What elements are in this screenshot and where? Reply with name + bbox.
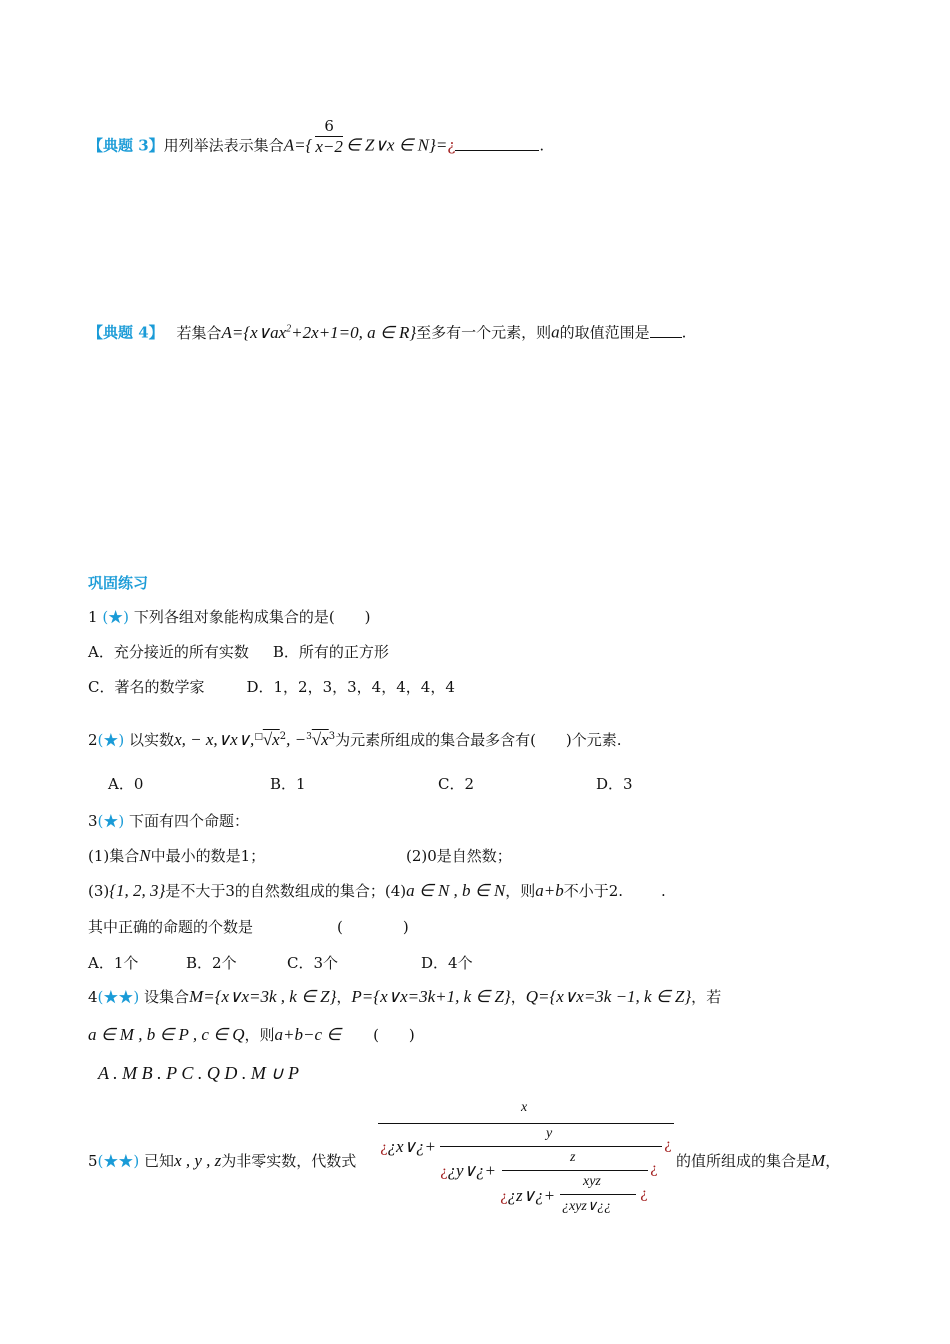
math-sep: , − [286, 730, 307, 749]
question-tail: 为元素所组成的集合最多含有( )个元素. [335, 731, 622, 749]
example-4-end: . [681, 323, 687, 342]
cf-level-3-right: ¿ [640, 1186, 648, 1202]
example-3-tag: 【典题 3】 [88, 136, 164, 155]
option-d: D．1，2，3，3，4，4，4，4 [246, 678, 455, 696]
root-exponent: 2 [279, 731, 287, 742]
question-1 [88, 606, 371, 628]
cf-y: y [546, 1126, 553, 1141]
option-c: C．著名的数学家 [88, 678, 205, 696]
math-terms: x, − x,∨x∨, [174, 730, 255, 749]
answer-blank [455, 150, 539, 151]
option-a: A．0 [108, 775, 144, 793]
fraction-numerator: 6 [315, 116, 343, 137]
fraction-bar-3 [502, 1170, 648, 1171]
q3-option-b: B．2个 [186, 954, 237, 972]
set-m: M={x∨x=3k , k ∈ Z} [189, 987, 337, 1006]
question-3 [88, 810, 249, 832]
cf-level-3-left: ¿¿z∨¿+ [500, 1186, 556, 1205]
example-3 [88, 117, 545, 166]
q2-option-b: B．1 [270, 775, 306, 793]
continued-fraction [378, 1100, 678, 1220]
option-b: B．所有的正方形 [272, 643, 389, 661]
proposition-2: (2)0是自然数； [406, 847, 512, 865]
example-4-tag: 【典题 4】 [88, 323, 164, 342]
fraction-bar-4 [560, 1194, 636, 1195]
answer-blank [650, 337, 682, 338]
cf-z: z [570, 1150, 576, 1165]
q2-option-c: C．2 [438, 775, 475, 793]
fraction-bar-2 [440, 1146, 662, 1147]
option-a: A．充分接近的所有实数 [88, 643, 249, 661]
set-q: Q={x∨x=3k −1, k ∈ Z} [525, 987, 692, 1006]
difficulty-stars: (★) [97, 812, 125, 830]
difficulty-stars: (★★) [97, 988, 140, 1006]
example-4-text2: 至多有一个元素，则 [416, 323, 552, 342]
q3-option-c: C．3个 [287, 954, 339, 972]
question-stem: 下列各组对象能构成集合的是( ) [133, 608, 371, 626]
set-p: P={x∨x=3k+1, k ∈ Z} [351, 987, 511, 1006]
section-title: 巩固练习 [88, 574, 149, 592]
example-3-end: . [539, 136, 545, 155]
example-3-set-lhs: A={ [283, 135, 313, 155]
cf-x: x [521, 1100, 528, 1115]
q1-options-row-2 [88, 676, 455, 698]
question-number: 3 [88, 812, 98, 830]
root-index: 3 [306, 732, 312, 742]
question-number: 4 [88, 988, 98, 1006]
root-index: □ [254, 732, 263, 742]
cf-xyz: xyz [583, 1174, 601, 1189]
cf-level-1-left: ¿¿x∨¿+ [380, 1137, 436, 1156]
example-3-text: 用列举法表示集合 [163, 136, 284, 155]
q4-options: A . M B . P C . Q D . M ∪ P [98, 1063, 299, 1083]
example-3-glyph: ¿ [447, 136, 456, 155]
root-exponent: 3 [328, 731, 336, 742]
example-4-text: 若集合 [176, 323, 222, 342]
difficulty-stars: (★★) [97, 1152, 140, 1170]
q3-option-d: D．4个 [421, 954, 473, 972]
question-2 [88, 722, 622, 755]
question-number: 2 [88, 731, 98, 749]
question-5: 5(★★) 已知x , y , z为非零实数，代数式 [88, 1151, 357, 1170]
fraction-bar-1 [378, 1123, 674, 1124]
question-number: 1 [88, 608, 98, 626]
question-lead: 以实数 [129, 731, 175, 749]
q2-option-d: D．3 [596, 775, 633, 793]
question-number: 5 [88, 1152, 98, 1170]
q2-options [108, 773, 143, 795]
cf-innermost-denominator: ¿xyz∨¿¿ [562, 1199, 612, 1214]
cf-level-2-left: ¿¿y∨¿+ [440, 1161, 496, 1180]
example-4-a: a [551, 322, 560, 342]
q3-count: 其中正确的命题的个数是 ( ) [88, 918, 409, 936]
question-5-tail: 的值所组成的集合是M， [676, 1151, 841, 1170]
root-body: √x [311, 730, 329, 749]
difficulty-stars: (★) [102, 608, 130, 626]
cf-level-1-right: ¿ [664, 1137, 672, 1153]
example-3-set-rest: ∈ Z∨x ∈ N}= [345, 135, 448, 155]
q1-options-row-1 [88, 641, 389, 663]
example-3-fraction [315, 116, 343, 157]
proposition-1: (1)集合N中最小的数是1； [88, 846, 266, 865]
q3-option-a: A．1个 [88, 954, 139, 972]
difficulty-stars: (★) [97, 731, 125, 749]
question-4: 4(★★) 设集合M={x∨x=3k , k ∈ Z}，P={x∨x=3k+1, k ∈ Z}，Q={x∨x=3k −1, k ∈ Z}，若 [88, 987, 722, 1006]
example-4-text3: 的取值范围是 [559, 323, 650, 342]
example-4 [88, 318, 686, 344]
proposition-3-4: (3){1, 2, 3}是不大于3的自然数组成的集合；(4)a ∈ N , b ∈ N，则a+b不小于2. . [88, 881, 666, 900]
fraction-denominator: x−2 [315, 137, 343, 156]
question-stem: 下面有四个命题： [129, 812, 250, 830]
question-4-line-2: a ∈ M , b ∈ P , c ∈ Q，则a+b−c ∈ ( ) [88, 1025, 415, 1044]
cf-level-2-right: ¿ [650, 1161, 658, 1177]
example-4-set: $A=\{x\vee ax^2+2x+1=0$, a ∈ R} [221, 322, 417, 342]
root-body: √x [262, 730, 280, 749]
